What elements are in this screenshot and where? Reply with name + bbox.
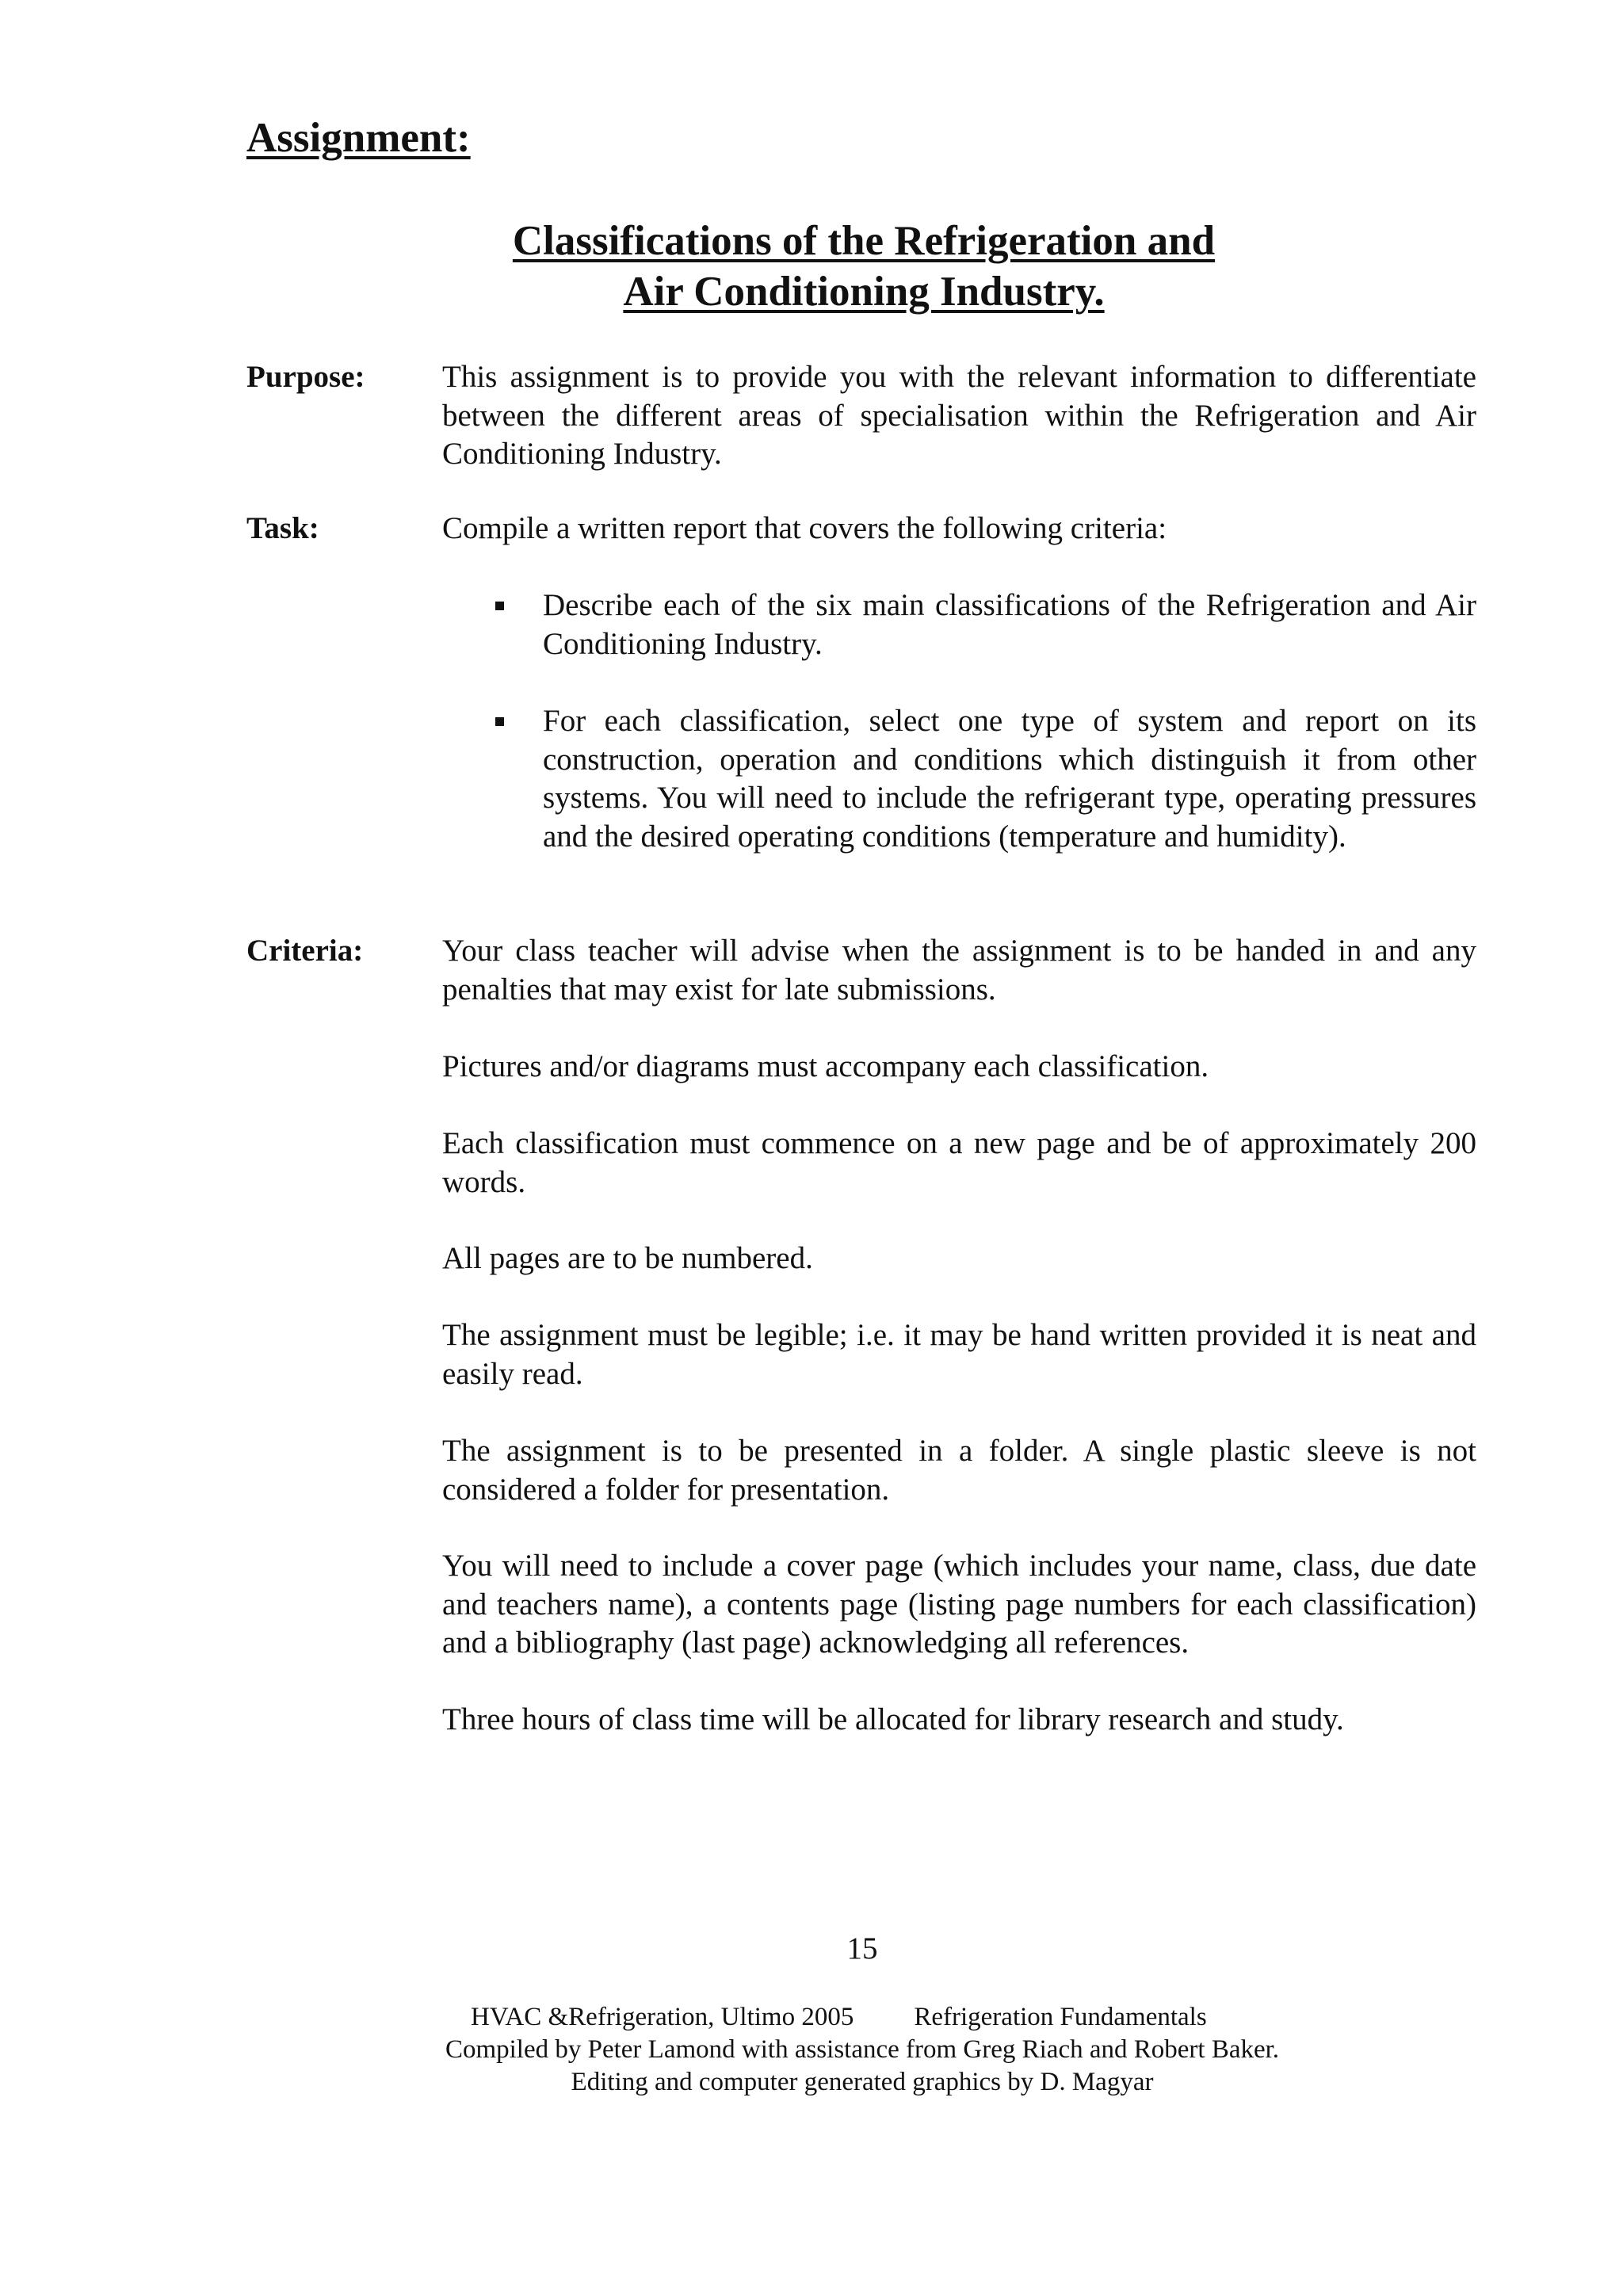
purpose-text: This assignment is to provide you with the relevant information to differentiate between the different areas of specialisation within the Refrigeration and Air Conditioning Industry. [442, 360, 1476, 471]
criteria-label: Criteria: [246, 934, 364, 968]
task-bullet-text: Describe each of the six main classifications of the Refrigeration and Air Conditioning Industry. [543, 588, 1476, 661]
footer-subject: Refrigeration Fundamentals [914, 2003, 1207, 2031]
assignment-title [444, 216, 1284, 317]
square-bullet-icon [495, 717, 504, 726]
criteria-paragraph: All pages are to be numbered. [442, 1241, 813, 1275]
footer-credits: Compiled by Peter Lamond with assistance from Greg Riach and Robert Baker. [445, 2035, 1280, 2064]
criteria-paragraph: The assignment is to be presented in a folder. A single plastic sleeve is not considered a folder for presentation. [442, 1434, 1476, 1507]
criteria-paragraph: You will need to include a cover page (which includes your name, class, due date and teachers name), a contents page (listing page numbers for each classification) and a bibliography (last page) acknowledging all references. [442, 1549, 1476, 1660]
criteria-paragraph: Three hours of class time will be allocated for library research and study. [442, 1702, 1344, 1736]
task-label: Task: [246, 511, 319, 545]
task-intro: Compile a written report that covers the following criteria: [442, 511, 1167, 545]
criteria-paragraph: Pictures and/or diagrams must accompany each classification. [442, 1049, 1209, 1083]
title-line-2: Air Conditioning Industry. [623, 269, 1105, 315]
purpose-label: Purpose: [246, 360, 365, 394]
square-bullet-icon [495, 602, 504, 610]
footer-editing: Editing and computer generated graphics by D. Magyar [571, 2068, 1154, 2096]
criteria-paragraph: Your class teacher will advise when the assignment is to be handed in and any penalties that may exist for late submissions. [442, 934, 1476, 1007]
title-line-1: Classifications of the Refrigeration and [512, 218, 1216, 264]
page-number: 15 [846, 1931, 878, 1966]
assignment-heading: Assignment: [246, 115, 471, 161]
criteria-paragraph: Each classification must commence on a new page and be of approximately 200 words. [442, 1126, 1476, 1199]
criteria-paragraph: The assignment must be legible; i.e. it may be hand written provided it is neat and easily read. [442, 1318, 1476, 1391]
task-bullet-text: For each classification, select one type of system and report on its construction, operation and conditions which distinguish it from other systems. You will need to include the refrigerant type, operating pressures and the desired operating conditions (temperature and humidity). [543, 704, 1476, 854]
footer-course: HVAC &Refrigeration, Ultimo 2005 [471, 2003, 854, 2031]
footer-line-1 [471, 2001, 1207, 2033]
